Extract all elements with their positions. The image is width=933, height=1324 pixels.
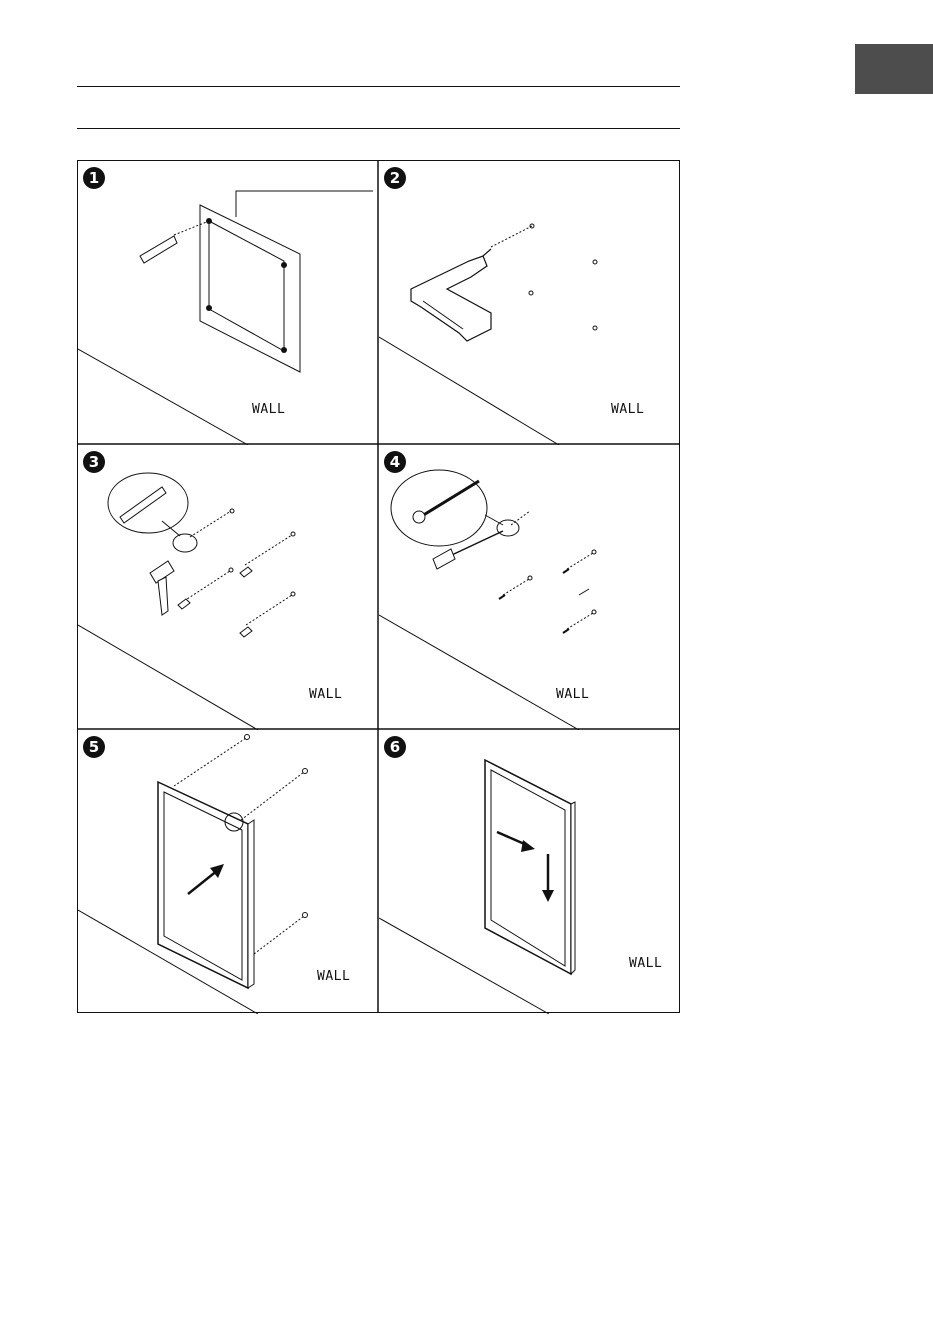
header-rule-bottom — [77, 128, 680, 129]
step-1-wall-label: WALL — [252, 402, 286, 417]
installation-steps-grid — [77, 160, 680, 1013]
step-6-wall-label: WALL — [629, 956, 663, 971]
step-1-panel — [78, 161, 379, 445]
step-6-number: 6 — [384, 736, 406, 758]
step-2-panel — [379, 161, 681, 445]
step-3-number: 3 — [83, 451, 105, 473]
step-3-wall-label: WALL — [309, 687, 343, 702]
step-4-panel — [379, 445, 681, 730]
step-1-drawing — [78, 161, 379, 445]
chapter-tab — [855, 44, 933, 94]
header-rule-top — [77, 86, 680, 87]
step-1-number: 1 — [83, 167, 105, 189]
step-5-number: 5 — [83, 736, 105, 758]
step-5-panel — [78, 730, 379, 1014]
step-4-drawing — [379, 445, 681, 730]
step-4-wall-label: WALL — [556, 687, 590, 702]
step-4-number: 4 — [384, 451, 406, 473]
step-3-panel — [78, 445, 379, 730]
step-2-number: 2 — [384, 167, 406, 189]
step-6-drawing — [379, 730, 681, 1014]
step-5-wall-label: WALL — [317, 969, 351, 984]
step-6-panel — [379, 730, 681, 1014]
step-2-wall-label: WALL — [611, 402, 645, 417]
